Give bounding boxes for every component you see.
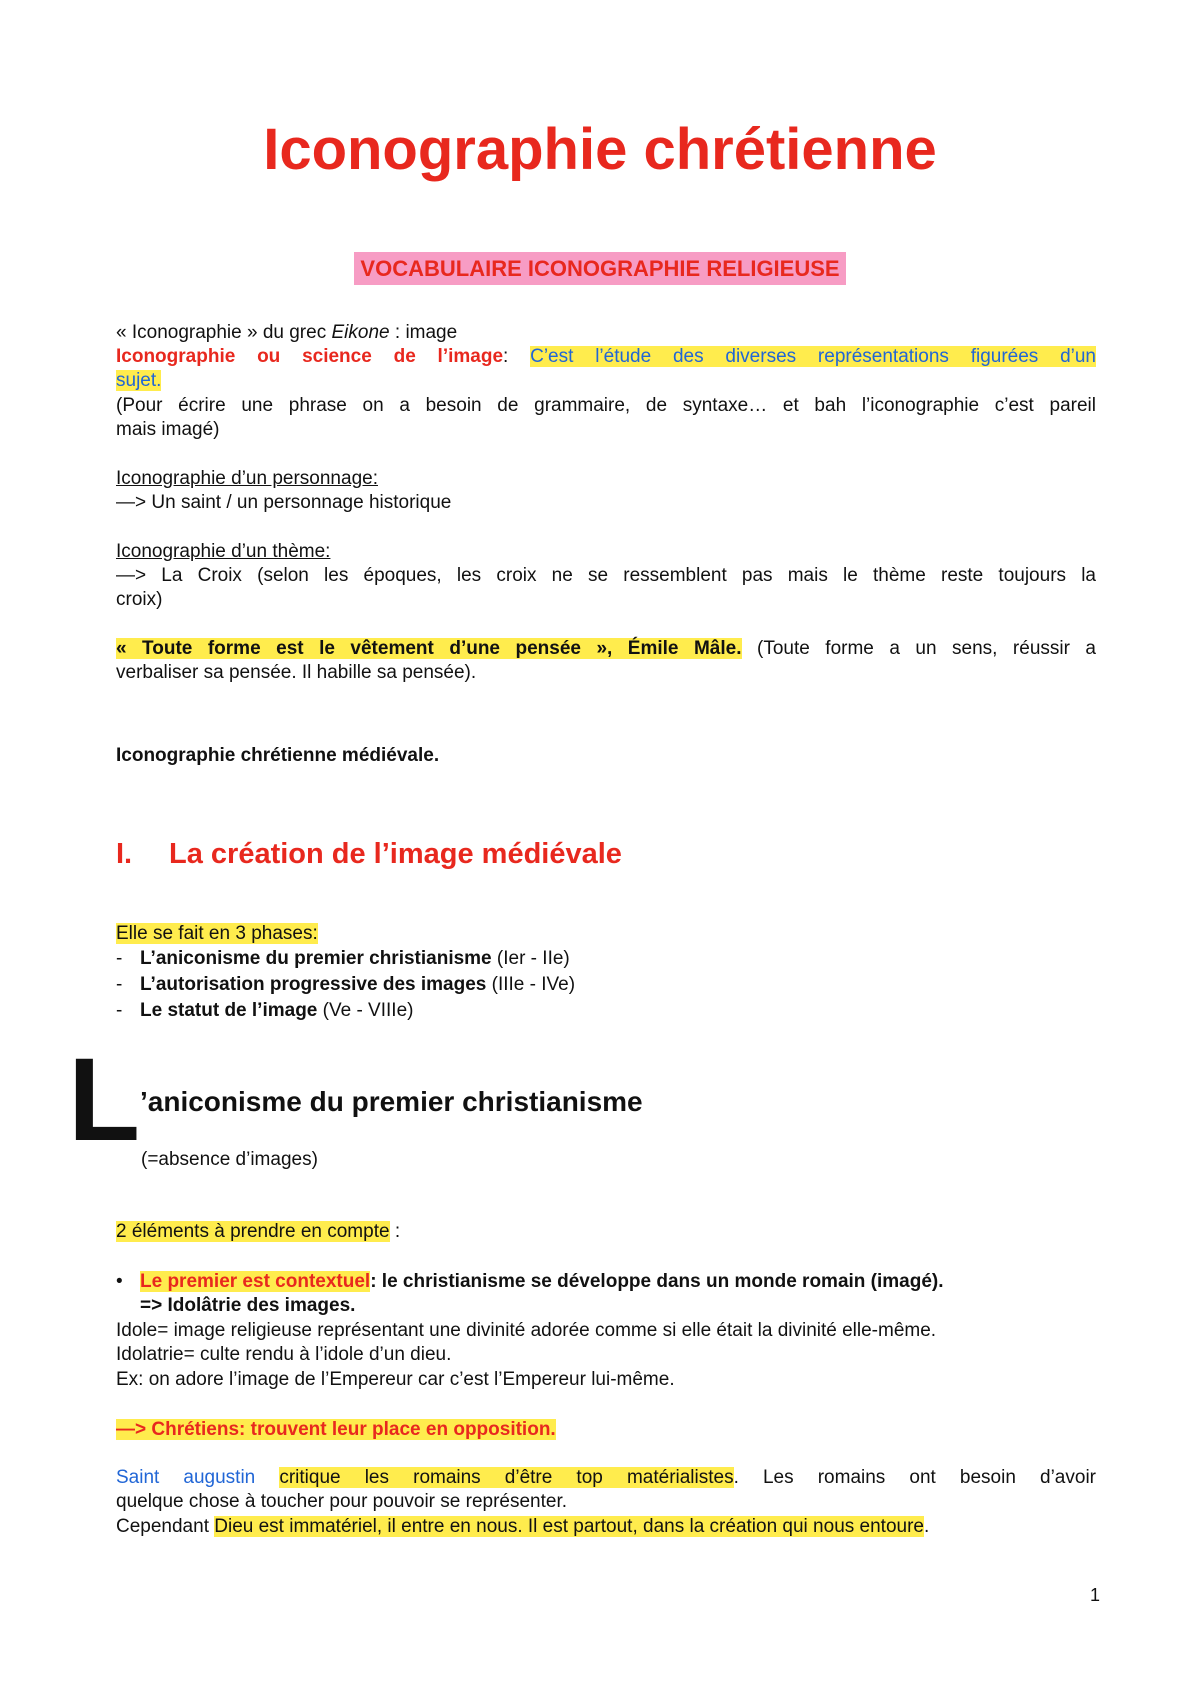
dash-marker: - [116,974,123,995]
idole-definition: Idole= image religieuse représentant une divinité adorée comme si elle était la divinité elle-même. [116,1320,937,1341]
phase-item: - L’aniconisme du premier christianisme (Ier - IIe) [116,948,570,969]
phase-item: - Le statut de l’image (Ve - VIIIe) [116,1000,414,1021]
elements-intro: 2 éléments à prendre en compte : [116,1221,401,1242]
theme-heading: Iconographie d’un thème: [116,541,331,562]
bullet-1-line-1: • Le premier est contextuel: le christianisme se développe dans un monde romain (imagé). [116,1271,944,1292]
cependant-line: Cependant Dieu est immatériel, il entre en nous. Il est partout, dans la création qui nous entoure. [116,1516,930,1537]
phases-intro: Elle se fait en 3 phases: [116,923,318,944]
personnage-line: —> Un saint / un personnage historique [116,492,452,513]
augustin-line-2: quelque chose à toucher pour pouvoir se représenter. [116,1491,568,1512]
quote-line-1: « Toute forme est le vêtement d’une pensée », Émile Mâle. (Toute forme a un sens, réussir a [116,638,1097,659]
definition-line: « Iconographie » du grec Eikone : image [116,322,458,343]
vocab-heading: VOCABULAIRE ICONOGRAPHIE RELIGIEUSE [354,252,845,285]
chretiens-line: —> Chrétiens: trouvent leur place en opposition. [116,1419,556,1440]
science-line-2: sujet. [116,370,162,391]
personnage-heading: Iconographie d’un personnage: [116,468,378,489]
paren-line-2: mais imagé) [116,419,220,440]
science-label: Iconographie ou science de l’image [116,346,504,367]
example-line: Ex: on adore l’image de l’Empereur car c’est l’Empereur lui-même. [116,1369,675,1390]
paren-line-1: (Pour écrire une phrase on a besoin de grammaire, de syntaxe… et bah l’iconographie c’est pareil [116,395,1096,416]
page-title: Iconographie chrétienne [263,117,937,182]
saint-augustin: Saint augustin [116,1467,256,1488]
subsection-title: ’aniconisme du premier christianisme [140,1086,643,1117]
quote-bold: « Toute forme est le vêtement d’une pensée », Émile Mâle. [116,638,742,659]
bullet-marker: • [116,1271,123,1292]
page-number: 1 [1089,1585,1100,1605]
theme-line-2: croix) [116,589,163,610]
science-definition: C’est l’étude des diverses représentations figurées d’un [530,346,1096,367]
medieval-heading: Iconographie chrétienne médiévale. [116,745,440,766]
contextual-label: Le premier est contextuel [140,1271,371,1292]
science-line-1: Iconographie ou science de l’image: C’est l’étude des diverses représentations figurées d’un [116,346,1096,367]
quote-line-2: verbaliser sa pensée. Il habille sa pensée). [116,662,477,683]
dash-marker: - [116,1000,123,1021]
bullet-1-line-2: => Idolâtrie des images. [140,1295,356,1316]
section-1-title: La création de l’image médiévale [169,838,622,870]
idolatrie-definition: Idolatrie= culte rendu à l’idole d’un dieu. [116,1344,452,1365]
vocab-heading-wrap [0,254,1200,284]
phase-item: - L’autorisation progressive des images (IIIe - IVe) [116,974,576,995]
drop-cap-letter: L [68,1034,141,1166]
subsection-subtitle: (=absence d’images) [141,1149,318,1170]
augustin-line-1: Saint augustin critique les romains d’être top matérialistes. Les romains ont besoin d’avoir [116,1467,1096,1488]
section-1-number: I. [116,838,133,870]
dash-marker: - [116,948,123,969]
theme-line-1: —> La Croix (selon les époques, les croix ne se ressemblent pas mais le thème reste toujours la [116,565,1096,586]
